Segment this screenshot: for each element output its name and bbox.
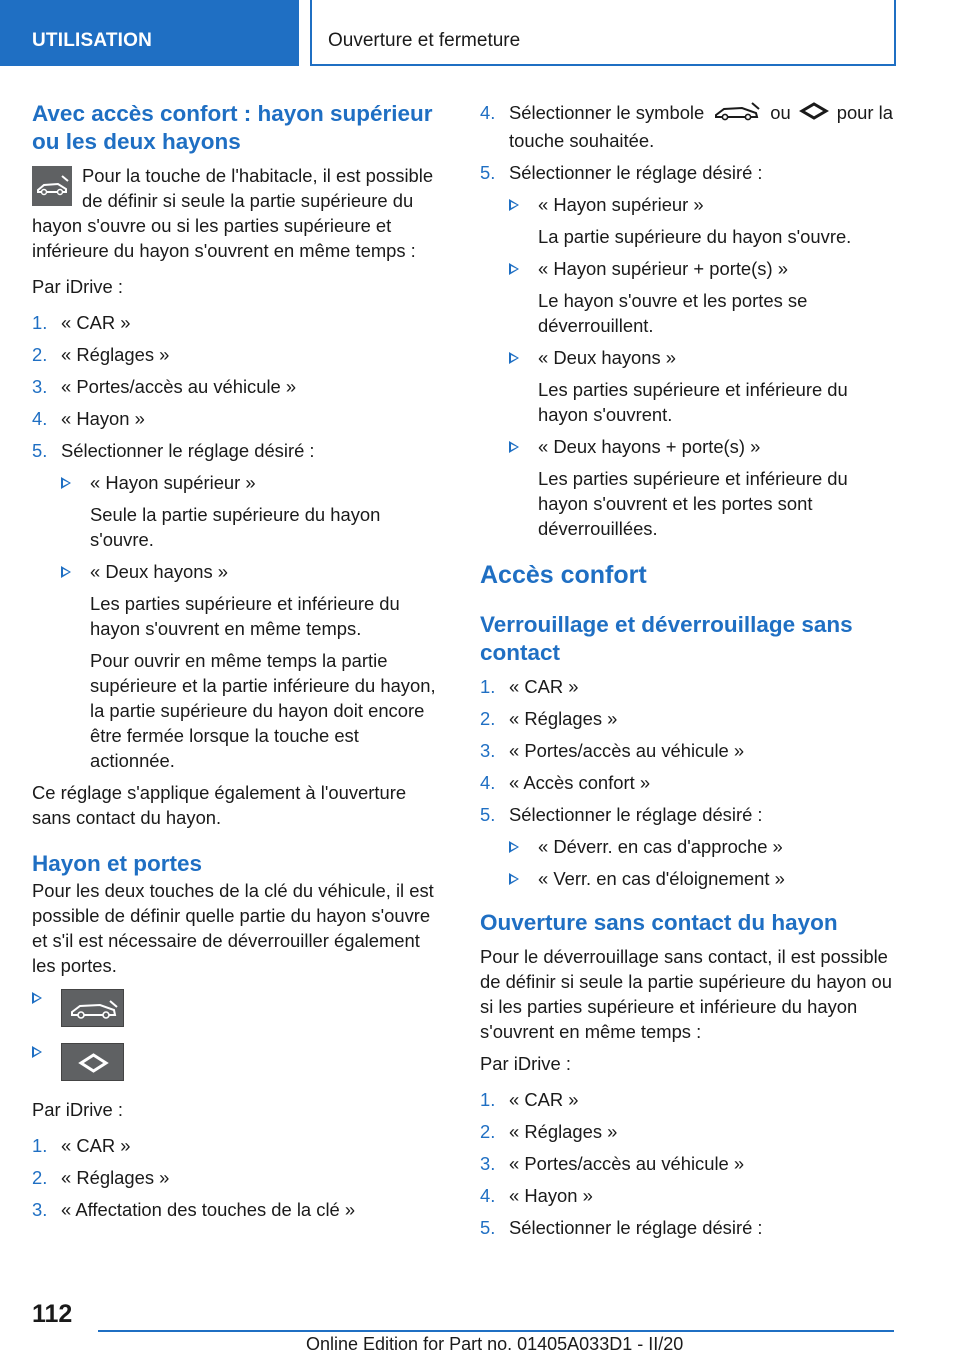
list-item: 4. Sélectionner le symbole ou pour la touche souhaitée. xyxy=(480,102,893,152)
arrow-bullet-icon xyxy=(32,992,42,1004)
arrow-bullet-icon xyxy=(61,566,71,578)
list-item: 3. « Affectation des touches de la clé » xyxy=(32,1199,356,1220)
list-item: 2. « Réglages » xyxy=(480,1121,618,1143)
option-item: « Hayon supérieur » La partie supérieure du hayon s'ouvre. xyxy=(509,192,894,249)
options-list-right xyxy=(480,192,894,541)
list-item: 2. « Réglages » xyxy=(32,344,170,365)
idrive-label: Par iDrive : xyxy=(32,276,123,297)
list-item: 4. « Accès confort » xyxy=(480,772,651,794)
list-item: 3. « Portes/accès au véhicule » xyxy=(32,376,297,397)
option-item: « Verr. en cas d'éloignement » xyxy=(509,866,894,891)
list-item: 5. Sélectionner le réglage désiré : xyxy=(480,804,763,826)
list-item: 2. « Réglages » xyxy=(32,1167,170,1188)
interior-button-icon xyxy=(32,166,72,206)
intro-paragraph xyxy=(32,163,446,263)
list-item: 3. « Portes/accès au véhicule » xyxy=(480,1153,745,1175)
diamond-chevron-icon xyxy=(799,101,829,127)
list-item: 1. « CAR » xyxy=(480,676,579,698)
car-tailgate-icon xyxy=(712,100,762,128)
arrow-bullet-icon xyxy=(509,199,519,211)
option-item: « Deux hayons » Les parties supérieure et inférieure du hayon s'ouvrent. xyxy=(509,345,894,427)
intro-text: Pour la touche de l'habitacle, il est possible de définir si seule la partie supérieure du hayon s'ouvre ou si les parties supérieure et inférieure du hayon s'ouvrent en même temps : xyxy=(32,165,434,261)
heading-comfort-access: Accès confort xyxy=(480,561,647,590)
diamond-chevron-icon xyxy=(61,1043,124,1081)
idrive-label-2: Par iDrive : xyxy=(32,1099,123,1120)
options-list-locking xyxy=(480,834,894,891)
arrow-bullet-icon xyxy=(509,873,519,885)
page-header xyxy=(0,0,960,66)
list-item: 1. « CAR » xyxy=(480,1089,579,1111)
list-item: 4. « Hayon » xyxy=(480,1185,593,1207)
car-tailgate-icon xyxy=(61,989,124,1027)
key-button-item xyxy=(32,1043,446,1085)
list-item: 5. Sélectionner le réglage désiré : xyxy=(480,162,763,184)
arrow-bullet-icon xyxy=(32,1046,42,1058)
list-item: 5. Sélectionner le réglage désiré : xyxy=(480,1217,763,1239)
note-paragraph: Ce réglage s'applique également à l'ouverture sans contact du hayon. xyxy=(32,782,407,828)
list-item: 4. « Hayon » xyxy=(32,408,145,429)
option-item: « Hayon supérieur + porte(s) » Le hayon s'ouvre et les portes se déverrouillent. xyxy=(509,256,894,338)
list-item: 5. Sélectionner le réglage désiré : xyxy=(32,440,315,461)
heading-comfort-access-tailgate: Avec accès confort : hayon supérieur ou les deux hayons xyxy=(32,101,433,154)
list-item: 3. « Portes/accès au véhicule » xyxy=(480,740,745,762)
steps-list-2 xyxy=(32,1133,446,1222)
arrow-bullet-icon xyxy=(509,352,519,364)
steps-list-3 xyxy=(480,674,894,827)
options-list xyxy=(32,470,446,773)
steps-list-4 xyxy=(480,1087,894,1240)
steps-list xyxy=(32,310,446,463)
heading-contactless-tailgate: Ouverture sans contact du hayon xyxy=(480,910,838,936)
heading-contactless-locking: Verrouillage et déverrouillage sans contact xyxy=(480,612,853,666)
list-item: 1. « CAR » xyxy=(32,312,131,333)
contactless-tailgate-paragraph: Pour le déverrouillage sans contact, il est possible de définir si seule la partie supérieure du hayon ou si les parties supérieure et inférieure du hayon s'ouvrent en même temps : xyxy=(480,946,893,1043)
edition-note: Online Edition for Part no. 01405A033D1 - II/20 xyxy=(306,1334,684,1354)
steps-list-continued xyxy=(480,100,894,185)
idrive-label-3: Par iDrive : xyxy=(480,1053,571,1075)
option-item: « Déverr. en cas d'approche » xyxy=(509,834,894,859)
arrow-bullet-icon xyxy=(509,841,519,853)
arrow-bullet-icon xyxy=(509,441,519,453)
list-item: 2. « Réglages » xyxy=(480,708,618,730)
option-item: « Deux hayons + porte(s) » Les parties supérieure et inférieure du hayon s'ouvrent et les portes sont déverrouillées. xyxy=(509,434,894,541)
list-item: 1. « CAR » xyxy=(32,1135,131,1156)
arrow-bullet-icon xyxy=(509,263,519,275)
option-item: « Deux hayons » Les parties supérieure et inférieure du hayon s'ouvrent en même temps. Pour ouvrir en même temps la partie supérieure et la partie inférieure du hayon, la partie supérieure du hayon doit encore être fermée lorsque la touche est actionnée. xyxy=(61,559,446,773)
footer-divider xyxy=(98,1330,894,1332)
right-column xyxy=(480,100,894,1247)
left-column xyxy=(32,100,446,1229)
tailgate-doors-paragraph: Pour les deux touches de la clé du véhicule, il est possible de définir quelle partie du hayon s'ouvre et s'il est nécessaire de déverrouiller également les portes. xyxy=(32,880,434,976)
option-item: « Hayon supérieur » Seule la partie supérieure du hayon s'ouvre. xyxy=(61,470,446,552)
topic-title: Ouverture et fermeture xyxy=(310,0,896,66)
arrow-bullet-icon xyxy=(61,477,71,489)
section-tab: UTILISATION xyxy=(0,0,299,66)
heading-tailgate-doors: Hayon et portes xyxy=(32,851,203,876)
key-button-item xyxy=(32,989,446,1031)
key-buttons-list xyxy=(32,989,446,1085)
page-number: 112 xyxy=(32,1300,73,1328)
